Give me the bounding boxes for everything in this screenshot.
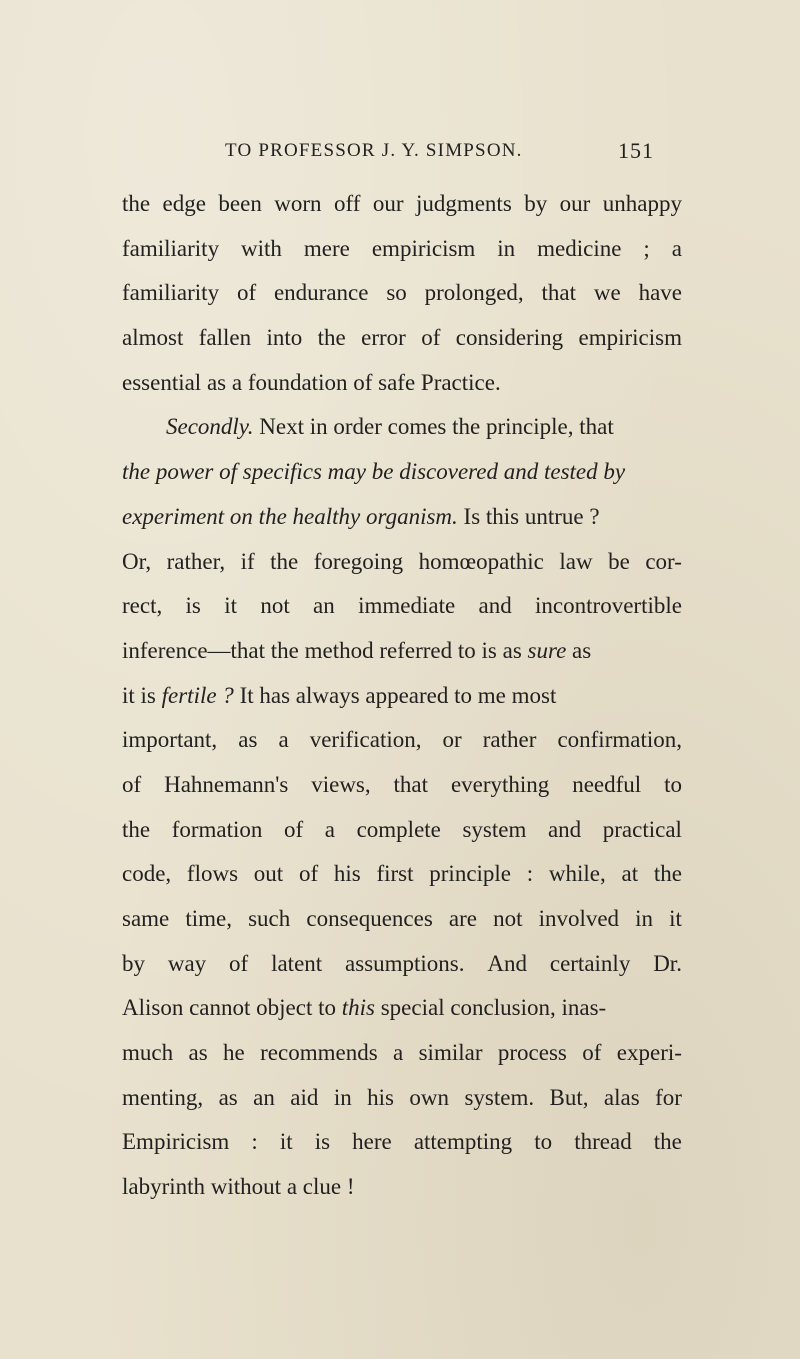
word: it xyxy=(279,1129,293,1155)
text-segment xyxy=(122,986,606,1031)
word: such xyxy=(248,906,291,931)
italic-text: Secondly. xyxy=(166,414,254,440)
word: we xyxy=(593,280,621,306)
word: law xyxy=(559,548,593,574)
text-line xyxy=(122,852,682,897)
text-line xyxy=(122,584,682,629)
text-line xyxy=(122,1120,682,1165)
word: considering xyxy=(455,325,564,351)
word: here xyxy=(352,1129,392,1155)
word: system xyxy=(462,816,527,842)
word: almost xyxy=(122,325,184,351)
word: to xyxy=(664,771,682,797)
word: it xyxy=(669,906,682,931)
word: experi- xyxy=(616,1040,682,1066)
word: unhappy xyxy=(602,191,682,216)
word: his xyxy=(333,861,361,887)
word: as xyxy=(188,1040,208,1066)
word: been xyxy=(218,191,262,216)
italic-text: this xyxy=(341,995,375,1021)
text-line xyxy=(122,763,682,808)
word: of xyxy=(236,280,257,306)
word: homœopathic xyxy=(418,548,544,574)
word: code, xyxy=(122,861,172,887)
text-line xyxy=(122,450,682,495)
body-text xyxy=(122,182,682,1210)
word: an xyxy=(313,593,335,619)
word: rather xyxy=(482,727,537,753)
text-segment: as xyxy=(566,637,592,663)
text-line xyxy=(122,1031,682,1076)
word: medicine xyxy=(537,235,622,261)
text-segment xyxy=(122,674,556,719)
word: similar xyxy=(418,1040,483,1066)
word: Empiricism xyxy=(122,1129,230,1155)
word: a xyxy=(324,816,335,842)
text-segment: special conclusion, inas- xyxy=(374,995,607,1021)
word: time, xyxy=(185,906,232,931)
word: an xyxy=(253,1084,275,1110)
word: his xyxy=(367,1084,394,1110)
word: cor- xyxy=(645,548,682,574)
word: endurance xyxy=(273,280,369,306)
word: empiricism xyxy=(578,325,682,351)
word: complete xyxy=(356,816,441,842)
word: is xyxy=(185,593,201,619)
italic-text: experiment on the healthy organism. xyxy=(122,503,458,529)
word: by xyxy=(524,191,548,216)
text-segment: Next in order comes the principle, that xyxy=(253,414,614,440)
word: of xyxy=(122,771,142,797)
italic-text: fertile ? xyxy=(161,682,234,708)
word: alas xyxy=(603,1084,640,1110)
word: not xyxy=(493,906,523,931)
word: prolonged, xyxy=(424,280,524,306)
word: familiarity xyxy=(122,280,220,306)
word: menting, xyxy=(122,1084,204,1110)
word: be xyxy=(608,548,630,574)
text-line xyxy=(122,271,682,316)
word: the xyxy=(653,861,682,887)
text-segment: inference—that the method referred to is as xyxy=(122,637,528,663)
word: that xyxy=(393,771,429,797)
word: in xyxy=(635,906,654,931)
word: important, xyxy=(122,727,218,753)
word: rect, xyxy=(122,593,163,619)
text-line xyxy=(122,540,682,585)
word: system. xyxy=(464,1084,535,1110)
word: same xyxy=(122,906,170,931)
word: of xyxy=(229,950,249,976)
word: a xyxy=(278,727,289,753)
word: not xyxy=(260,593,290,619)
word: formation xyxy=(171,816,263,842)
text-line xyxy=(122,897,682,942)
word: But, xyxy=(549,1084,589,1110)
word: principle xyxy=(429,861,512,887)
word: Dr. xyxy=(653,950,682,976)
word: first xyxy=(376,861,414,887)
word: a xyxy=(393,1040,404,1066)
word: the xyxy=(317,325,346,351)
word: so xyxy=(386,280,407,306)
word: immediate xyxy=(358,593,456,619)
word: our xyxy=(372,191,404,216)
word: way xyxy=(167,950,207,976)
word: and xyxy=(547,816,582,842)
word: of xyxy=(421,325,441,351)
word: involved xyxy=(538,906,620,931)
word: judgments xyxy=(415,191,512,216)
word: or xyxy=(442,727,462,753)
text-segment xyxy=(122,495,600,540)
word: assumptions. xyxy=(345,950,465,976)
word: own xyxy=(409,1084,450,1110)
text-segment xyxy=(122,629,591,674)
word: it xyxy=(224,593,237,619)
text-line: essential as a foundation of safe Practice. xyxy=(122,369,501,395)
word: by xyxy=(122,950,145,976)
text-line xyxy=(122,405,682,450)
word: error xyxy=(361,325,406,351)
word: at xyxy=(621,861,639,887)
word: for xyxy=(655,1084,682,1110)
word: are xyxy=(448,906,477,931)
word: latent xyxy=(271,950,323,976)
word: the xyxy=(122,191,151,216)
word: verification, xyxy=(309,727,422,753)
text-line xyxy=(122,986,682,1031)
italic-text: sure xyxy=(527,637,567,663)
word: of xyxy=(298,861,319,887)
word: attempting xyxy=(413,1129,513,1155)
text-line xyxy=(122,718,682,763)
word: certainly xyxy=(549,950,631,976)
running-header: TO PROFESSOR J. Y. SIMPSON. xyxy=(225,140,523,161)
word: is xyxy=(314,1129,331,1155)
word: out xyxy=(253,861,284,887)
word: foregoing xyxy=(313,548,404,574)
word: he xyxy=(223,1040,245,1066)
text-line xyxy=(122,629,682,674)
text-line xyxy=(122,227,682,272)
text-segment: it is xyxy=(122,682,162,708)
word: rather, xyxy=(166,548,226,574)
word: flows xyxy=(186,861,239,887)
word: the xyxy=(270,548,299,574)
word: Hahnemann's xyxy=(164,771,289,797)
text-line xyxy=(122,674,682,719)
word: off xyxy=(333,191,361,216)
word: in xyxy=(497,235,516,261)
word: with xyxy=(241,235,282,261)
text-line xyxy=(122,1076,682,1121)
word: worn xyxy=(274,191,322,216)
word: familiarity xyxy=(122,235,220,261)
word: in xyxy=(333,1084,352,1110)
word: as xyxy=(218,1084,238,1110)
word: our xyxy=(559,191,591,216)
text-line xyxy=(122,316,682,361)
word: if xyxy=(240,548,255,574)
word: of xyxy=(582,1040,602,1066)
word: practical xyxy=(602,816,682,842)
word: needful xyxy=(572,771,642,797)
word: incontrovertible xyxy=(535,593,682,619)
text-line xyxy=(122,495,682,540)
word: much xyxy=(122,1040,174,1066)
word: edge xyxy=(162,191,206,216)
word: everything xyxy=(450,771,550,797)
word: of xyxy=(284,816,304,842)
word: the xyxy=(122,816,151,842)
text-segment: It has always appeared to me most xyxy=(233,682,557,708)
italic-text: the power of specifics may be discovered and tested by xyxy=(122,459,626,485)
word: have xyxy=(638,280,682,306)
word: mere xyxy=(303,235,350,261)
text-line xyxy=(122,808,682,853)
word: : xyxy=(526,861,534,887)
word: And xyxy=(487,950,527,976)
word: fallen xyxy=(198,325,252,351)
word: a xyxy=(671,235,682,261)
word: as xyxy=(238,727,258,753)
text-line xyxy=(122,942,682,987)
text-segment: Alison cannot object to xyxy=(122,995,342,1021)
word: recommends xyxy=(260,1040,378,1066)
word: while, xyxy=(548,861,606,887)
word: aid xyxy=(290,1084,319,1110)
word: the xyxy=(653,1129,682,1155)
text-segment: Is this untrue ? xyxy=(457,503,600,529)
word: consequences xyxy=(306,906,433,931)
word: and xyxy=(478,593,512,619)
page-number: 151 xyxy=(618,138,654,163)
word: ; xyxy=(643,235,650,261)
word: Or, xyxy=(122,548,152,574)
text-line xyxy=(122,182,682,227)
word: views, xyxy=(311,771,371,797)
word: into xyxy=(266,325,303,351)
text-line: labyrinth without a clue ! xyxy=(122,1174,355,1200)
word: confirmation, xyxy=(557,727,682,753)
word: empiricism xyxy=(371,235,476,261)
word: process xyxy=(497,1040,567,1066)
word: to xyxy=(534,1129,553,1155)
word: : xyxy=(251,1129,258,1155)
text-segment xyxy=(166,405,614,450)
word: that xyxy=(541,280,577,306)
word: thread xyxy=(574,1129,632,1155)
